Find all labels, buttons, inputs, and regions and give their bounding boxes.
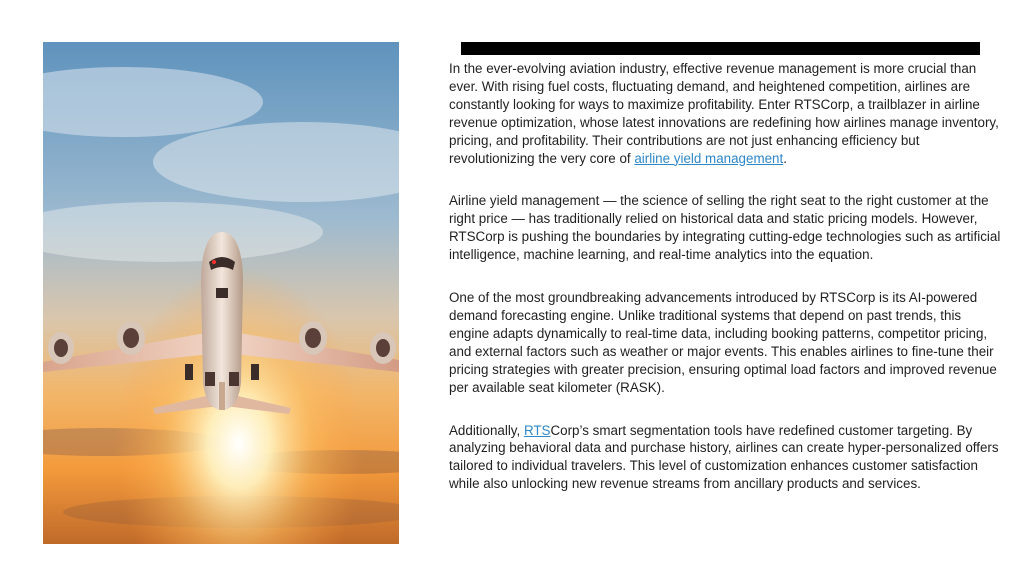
paragraph-segmentation-text: Corp’s smart segmentation tools have redefined customer targeting. By analyzing behavioral data and purchase history, airlines can create hyper-personalized offers tailored to individual travelers. This level of customization enhances customer satisfaction while also unlocking new revenue streams from ancillary products and services.	[449, 422, 999, 492]
paragraph-segmentation-start: Additionally,	[449, 422, 524, 438]
paragraph-yield-management: Airline yield management — the science of selling the right seat to the right customer at the right price — has traditionally relied on historical data and static pricing models. However, RTSCorp is pushing the boundaries by integrating cutting-edge technologies such as artificial intelligence, machine learning, and real-time analytics into the equation.	[449, 193, 1001, 263]
airplane-photo	[43, 42, 399, 544]
paragraph-forecasting: One of the most groundbreaking advancements introduced by RTSCorp is its AI-powered demand forecasting engine. Unlike traditional systems that depend on past trends, this engine adapts dynamically to real-time data, including booking patterns, competitor pricing, and external factors such as weather or major events. This enables airlines to fine-tune their pricing strategies with greater precision, ensuring optimal load factors and improved revenue per available seat kilometer (RASK).	[449, 290, 997, 395]
airline-yield-management-link[interactable]: airline yield management	[634, 150, 784, 166]
article-body	[449, 60, 1001, 518]
redacted-title-bar	[461, 42, 980, 55]
rts-link[interactable]: RTS	[523, 422, 551, 438]
paragraph-segmentation	[449, 422, 1001, 494]
paragraph-intro	[449, 60, 1001, 167]
paragraph-intro-text: In the ever-evolving aviation industry, effective revenue management is more crucial than ever. With rising fuel costs, fluctuating demand, and heightened competition, airlines are constantly looking for ways to maximize profitability. Enter RTSCorp, a trailblazer in airline revenue optimization, whose latest innovations are redefining how airlines manage inventory, pricing, and profitability. Their contributions are not just enhancing efficiency but revolutionizing the very core of	[449, 61, 999, 166]
paragraph-intro-end: .	[783, 150, 787, 166]
